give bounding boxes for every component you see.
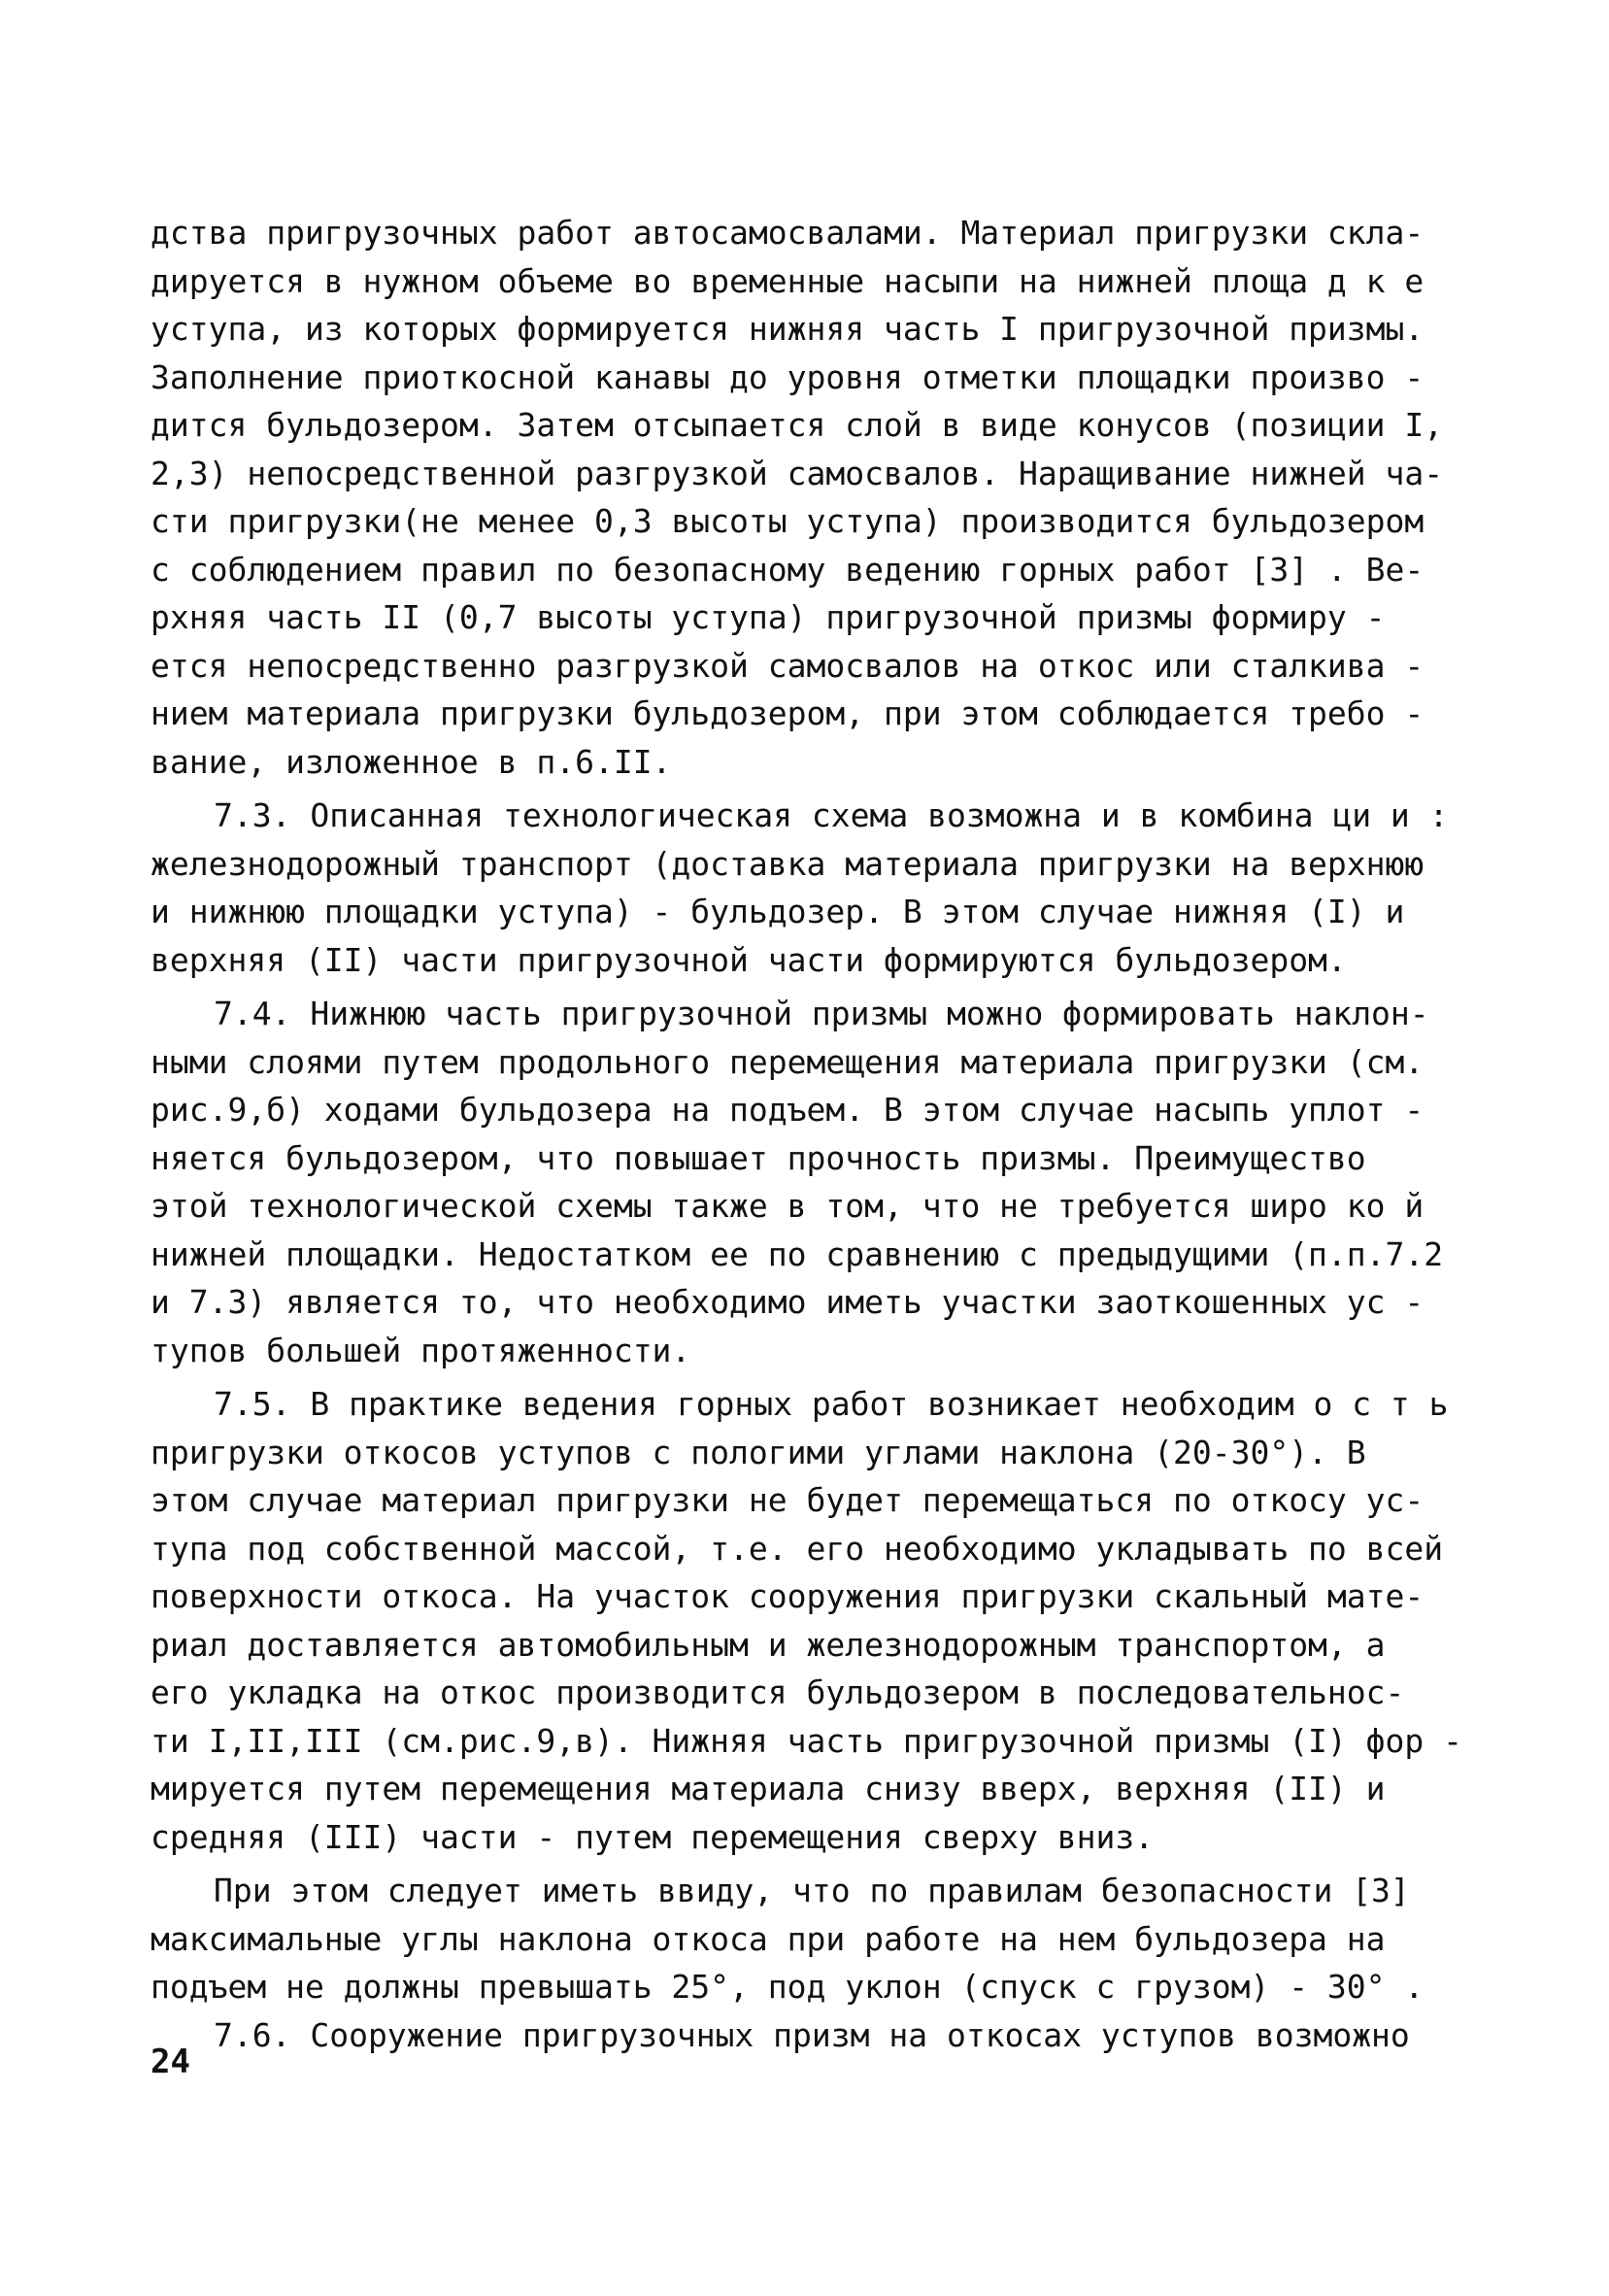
text-line: вание, изложенное в п.6.II. (151, 742, 672, 781)
text-line: максимальные углы наклона откоса при работе на нем бульдозера на (151, 1919, 1386, 1958)
text-line: 7.6. Сооружение пригрузочных призм на откосах уступов возможно (214, 2015, 1410, 2054)
text-line: риал доставляется автомобильным и железнодорожным транспортом, а (151, 1625, 1386, 1664)
text-line: дится бульдозером. Затем отсыпается слой в виде конусов (позиции I, (151, 406, 1444, 444)
text-line: сти пригрузки(не менее 0,3 высоты уступа) производится бульдозером (151, 502, 1425, 540)
text-line: При этом следует иметь ввиду, что по правилам безопасности [3] (214, 1872, 1410, 1909)
text-line: ется непосредственно разгрузкой самосвалов на откос или сталкива - (151, 646, 1425, 685)
text-line: с соблюдением правил по безопасному ведению горных работ [3] . Ве- (151, 550, 1425, 589)
text-line: 7.5. В практике ведения горных работ возникает необходим о с т ь (214, 1385, 1449, 1423)
text-line: 7.4. Нижнюю часть пригрузочной призмы можно формировать наклон- (214, 995, 1429, 1032)
text-line: Заполнение приоткосной канавы до уровня отметки площадки произво - (151, 357, 1425, 396)
text-line: рис.9,б) ходами бульдозера на подъем. В этом случае насыпь уплот - (151, 1091, 1425, 1129)
text-line: дства пригрузочных работ автосамосвалами. Материал пригрузки скла- (151, 214, 1425, 252)
text-line: дируется в нужном объеме во временные насыпи на нижней площа д к е (151, 261, 1425, 300)
text-line: его укладка на откос производится бульдозером в последовательнос- (151, 1673, 1405, 1711)
text-line: верхняя (II) части пригрузочной части формируются бульдозером. (151, 940, 1347, 979)
text-line: нижней площадки. Недостатком ее по сравнению с предыдущими (п.п.7.2 (151, 1234, 1444, 1273)
body-text (151, 209, 1471, 2059)
text-line: подъем не должны превышать 25°, под уклон (спуск с грузом) - 30° . (151, 1968, 1425, 2006)
text-line: железнодорожный транспорт (доставка материала пригрузки на верхнюю (151, 844, 1425, 883)
text-line: и нижнюю площадки уступа) - бульдозер. В этом случае нижняя (I) и (151, 893, 1405, 930)
text-line: тупа под собственной массой, т.е. его необходимо укладывать по всей (151, 1529, 1444, 1568)
text-line: мируется путем перемещения материала снизу вверх, верхняя (II) и (151, 1770, 1386, 1807)
text-line: поверхности откоса. На участок сооружения пригрузки скальный мате- (151, 1577, 1425, 1615)
text-line: рхняя часть II (0,7 высоты уступа) пригрузочной призмы формиру - (151, 598, 1386, 636)
text-line: 7.3. Описанная технологическая схема возможна и в комбина ци и : (214, 796, 1449, 834)
text-line: 2,3) непосредственной разгрузкой самосвалов. Наращивание нижней ча- (151, 454, 1444, 492)
text-line: этой технологической схемы также в том, что не требуется широ ко й (151, 1187, 1425, 1225)
text-line: уступа, из которых формируется нижняя часть I пригрузочной призмы. (151, 310, 1425, 348)
text-line: няется бульдозером, что повышает прочность призмы. Преимущество (151, 1138, 1366, 1177)
text-line: ти I,II,III (см.рис.9,в). Нижняя часть пригрузочной призмы (I) фор - (151, 1721, 1463, 1760)
text-line: пригрузки откосов уступов с пологими углами наклона (20-30°). В (151, 1433, 1366, 1471)
text-line: тупов большей протяженности. (151, 1331, 691, 1369)
page-number: 24 (151, 2043, 190, 2081)
text-line: этом случае материал пригрузки не будет перемещаться по откосу ус- (151, 1481, 1425, 1519)
text-line: ными слоями путем продольного перемещения материала пригрузки (см. (151, 1042, 1425, 1081)
text-line: нием материала пригрузки бульдозером, при этом соблюдается требо - (151, 694, 1425, 732)
text-line: средняя (III) части - путем перемещения сверху вниз. (151, 1817, 1155, 1856)
text-line: и 7.3) является то, что необходимо иметь участки заоткошенных ус - (151, 1283, 1425, 1321)
